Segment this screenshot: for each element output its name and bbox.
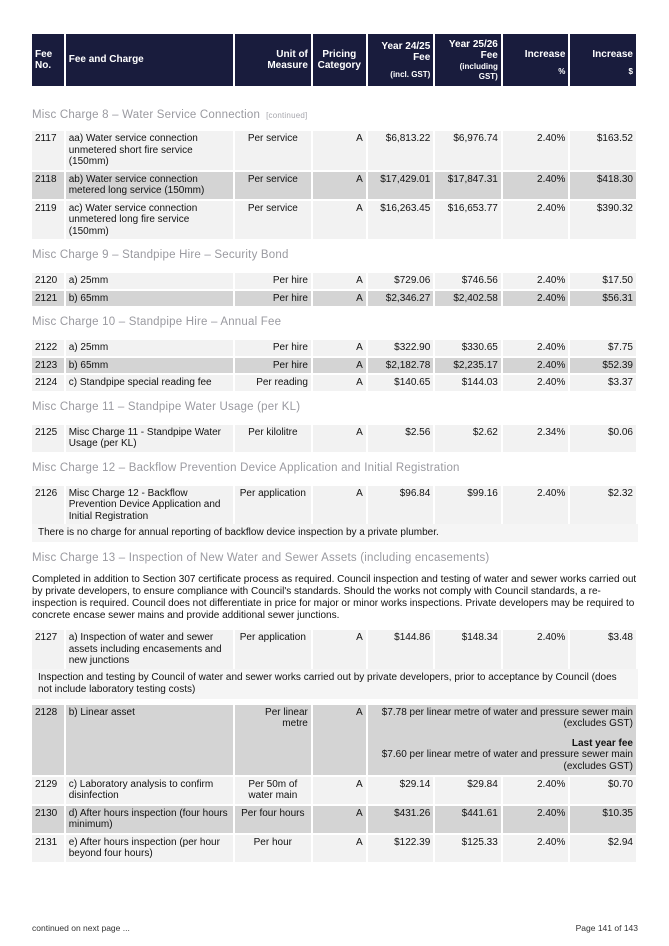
increase-dollar: $17.50	[570, 273, 636, 289]
table-row	[32, 358, 636, 374]
fee-2425: $96.84	[368, 486, 434, 525]
section-13-table-a	[30, 628, 638, 671]
category: A	[313, 131, 366, 170]
linear-asset-fee-cell	[368, 705, 636, 775]
section-title-misc-11: Misc Charge 11 – Standpipe Water Usage (per KL)	[32, 400, 301, 413]
category: A	[313, 340, 366, 356]
increase-pct: 2.40%	[503, 291, 569, 307]
table-row	[32, 291, 636, 307]
increase-dollar: $3.48	[570, 630, 636, 669]
unit: Per application	[235, 486, 311, 525]
increase-dollar: $0.06	[570, 425, 636, 452]
fee-2425: $16,263.45	[368, 201, 434, 240]
fee-description: b) 65mm	[66, 291, 233, 307]
fee-no: 2128	[32, 705, 64, 775]
col-year-2425: Year 24/25 Fee (incl. GST)	[368, 34, 434, 86]
table-row	[32, 425, 636, 452]
increase-pct: 2.40%	[503, 375, 569, 391]
increase-dollar: $2.32	[570, 486, 636, 525]
increase-dollar: $10.35	[570, 806, 636, 833]
fee-2526: $29.84	[435, 777, 501, 804]
fee-2526: $99.16	[435, 486, 501, 525]
table-row	[32, 201, 636, 240]
table-row	[32, 340, 636, 356]
unit: Per service	[235, 131, 311, 170]
unit: Per kilolitre	[235, 425, 311, 452]
fee-no: 2127	[32, 630, 64, 669]
section-title-misc-9: Misc Charge 9 – Standpipe Hire – Security Bond	[32, 249, 289, 261]
table-row	[32, 131, 636, 170]
unit: Per four hours	[235, 806, 311, 833]
col-year-2526: Year 25/26 Fee (including GST)	[435, 34, 501, 86]
fee-description: aa) Water service connection unmetered short fire service (150mm)	[66, 131, 233, 170]
fee-no: 2118	[32, 172, 64, 199]
section-8-table	[30, 129, 638, 241]
fee-no: 2124	[32, 375, 64, 391]
fee-description: d) After hours inspection (four hours minimum)	[66, 806, 233, 833]
unit: Per hire	[235, 358, 311, 374]
unit: Per service	[235, 172, 311, 199]
col-fee-charge: Fee and Charge	[66, 34, 233, 86]
fee-no: 2131	[32, 835, 64, 862]
table-row	[32, 486, 636, 525]
fee-2425: $122.39	[368, 835, 434, 862]
category: A	[313, 486, 366, 525]
fee-description: a) Inspection of water and sewer assets including encasements and new junctions	[66, 630, 233, 669]
fee-2526: $17,847.31	[435, 172, 501, 199]
fee-2526: $144.03	[435, 375, 501, 391]
unit: Per linear metre	[235, 705, 311, 775]
fee-2526: $746.56	[435, 273, 501, 289]
section-12-table	[30, 484, 638, 527]
section-13-description: Completed in addition to Section 307 certificate process as required. Council inspection and testing of water and sewer works carried out by private developers, to ensure compliance with Council's standards. Should the works not comply with Council standards, a re-inspection is required. Council does not differentiate in price for major or minor works inspections. Private developers may be required to concrete encase sewer mains and provide additional sewer junctions.	[32, 574, 637, 621]
increase-pct: 2.34%	[503, 425, 569, 452]
fee-2425: $2,346.27	[368, 291, 434, 307]
category: A	[313, 705, 366, 775]
fee-no: 2130	[32, 806, 64, 833]
fee-description: b) 65mm	[66, 358, 233, 374]
fee-description: b) Linear asset	[66, 705, 233, 775]
increase-pct: 2.40%	[503, 358, 569, 374]
fee-2526: $2,402.58	[435, 291, 501, 307]
col-increase-pct: Increase %	[503, 34, 569, 86]
increase-dollar: $418.30	[570, 172, 636, 199]
increase-dollar: $2.94	[570, 835, 636, 862]
fee-2425: $2,182.78	[368, 358, 434, 374]
increase-pct: 2.40%	[503, 172, 569, 199]
table-row	[32, 375, 636, 391]
unit: Per hire	[235, 340, 311, 356]
increase-pct: 2.40%	[503, 273, 569, 289]
increase-pct: 2.40%	[503, 201, 569, 240]
section-title-misc-12: Misc Charge 12 – Backflow Prevention Device Application and Initial Registration	[32, 461, 460, 474]
fee-2425: $729.06	[368, 273, 434, 289]
increase-pct: 2.40%	[503, 486, 569, 525]
increase-dollar: $7.75	[570, 340, 636, 356]
fee-2425: $144.86	[368, 630, 434, 669]
unit: Per 50m of water main	[235, 777, 311, 804]
category: A	[313, 172, 366, 199]
fee-no: 2125	[32, 425, 64, 452]
unit: Per service	[235, 201, 311, 240]
increase-pct: 2.40%	[503, 630, 569, 669]
increase-dollar: $0.70	[570, 777, 636, 804]
inspection-note: Inspection and testing by Council of water and sewer works carried out by private developers, prior to acceptance by Council (does not include laboratory testing costs)	[32, 669, 638, 699]
fee-description: c) Standpipe special reading fee	[66, 375, 233, 391]
section-9-table	[30, 271, 638, 308]
fee-2425: $2.56	[368, 425, 434, 452]
increase-pct: 2.40%	[503, 131, 569, 170]
unit: Per reading	[235, 375, 311, 391]
category: A	[313, 806, 366, 833]
fee-schedule-page	[32, 32, 638, 864]
category: A	[313, 630, 366, 669]
fee-2526: $2,235.17	[435, 358, 501, 374]
increase-pct: 2.40%	[503, 777, 569, 804]
fee-2425: $17,429.01	[368, 172, 434, 199]
fee-2425: $322.90	[368, 340, 434, 356]
increase-dollar: $163.52	[570, 131, 636, 170]
last-year-fee: $7.60 per linear metre of water and pressure sewer main (excludes GST)	[381, 749, 633, 772]
fee-no: 2122	[32, 340, 64, 356]
section-title-misc-10: Misc Charge 10 – Standpipe Hire – Annual Fee	[32, 316, 282, 328]
table-row	[32, 777, 636, 804]
table-row	[32, 172, 636, 199]
fee-no: 2117	[32, 131, 64, 170]
col-unit: Unit of Measure	[235, 34, 311, 86]
increase-dollar: $52.39	[570, 358, 636, 374]
increase-dollar: $56.31	[570, 291, 636, 307]
fee-no: 2120	[32, 273, 64, 289]
unit: Per hour	[235, 835, 311, 862]
fee-2425: $431.26	[368, 806, 434, 833]
fee-2526: $330.65	[435, 340, 501, 356]
fee-2425: $140.65	[368, 375, 434, 391]
section-11-table	[30, 423, 638, 454]
table-row	[32, 630, 636, 669]
increase-pct: 2.40%	[503, 835, 569, 862]
section-title-misc-8: Misc Charge 8 – Water Service Connection [continued]	[32, 109, 308, 121]
section-13-table-b	[30, 703, 638, 864]
fee-description: ab) Water service connection metered long service (150mm)	[66, 172, 233, 199]
increase-dollar: $3.37	[570, 375, 636, 391]
table-row	[32, 273, 636, 289]
backflow-note: There is no charge for annual reporting of backflow device inspection by a private plumber.	[32, 524, 638, 542]
unit: Per application	[235, 630, 311, 669]
fee-description: Misc Charge 11 - Standpipe Water Usage (per KL)	[66, 425, 233, 452]
category: A	[313, 375, 366, 391]
continued-note: continued on next page ...	[32, 923, 130, 933]
category: A	[313, 777, 366, 804]
col-increase-dollar: Increase $	[570, 34, 636, 86]
col-fee-no: Fee No.	[32, 34, 64, 86]
linear-asset-fee: $7.78 per linear metre of water and pressure sewer main (excludes GST)	[381, 706, 633, 729]
category: A	[313, 425, 366, 452]
unit: Per hire	[235, 273, 311, 289]
fee-description: e) After hours inspection (per hour beyond four hours)	[66, 835, 233, 862]
fee-no: 2119	[32, 201, 64, 240]
category: A	[313, 291, 366, 307]
fee-no: 2123	[32, 358, 64, 374]
fee-description: Misc Charge 12 - Backflow Prevention Device Application and Initial Registration	[66, 486, 233, 525]
fee-no: 2121	[32, 291, 64, 307]
fee-2526: $6,976.74	[435, 131, 501, 170]
page-number: Page 141 of 143	[575, 923, 638, 933]
category: A	[313, 358, 366, 374]
fee-2526: $125.33	[435, 835, 501, 862]
fee-2526: $148.34	[435, 630, 501, 669]
section-10-table	[30, 338, 638, 393]
increase-pct: 2.40%	[503, 340, 569, 356]
fee-description: ac) Water service connection unmetered long fire service (150mm)	[66, 201, 233, 240]
last-year-fee-label: Last year fee	[571, 737, 633, 749]
fee-no: 2126	[32, 486, 64, 525]
fee-2425: $29.14	[368, 777, 434, 804]
fee-description: c) Laboratory analysis to confirm disinfection	[66, 777, 233, 804]
increase-pct: 2.40%	[503, 806, 569, 833]
category: A	[313, 201, 366, 240]
fee-2526: $16,653.77	[435, 201, 501, 240]
table-row	[32, 806, 636, 833]
fee-2425: $6,813.22	[368, 131, 434, 170]
category: A	[313, 273, 366, 289]
table-row	[32, 835, 636, 862]
section-title-misc-13: Misc Charge 13 – Inspection of New Water and Sewer Assets (including encasements)	[32, 552, 490, 564]
fee-2526: $2.62	[435, 425, 501, 452]
fee-description: a) 25mm	[66, 340, 233, 356]
fee-no: 2129	[32, 777, 64, 804]
fee-2526: $441.61	[435, 806, 501, 833]
table-row	[32, 705, 636, 775]
fee-description: a) 25mm	[66, 273, 233, 289]
col-pricing: Pricing Category	[313, 34, 366, 86]
category: A	[313, 835, 366, 862]
fee-table-header	[30, 32, 638, 88]
increase-dollar: $390.32	[570, 201, 636, 240]
unit: Per hire	[235, 291, 311, 307]
